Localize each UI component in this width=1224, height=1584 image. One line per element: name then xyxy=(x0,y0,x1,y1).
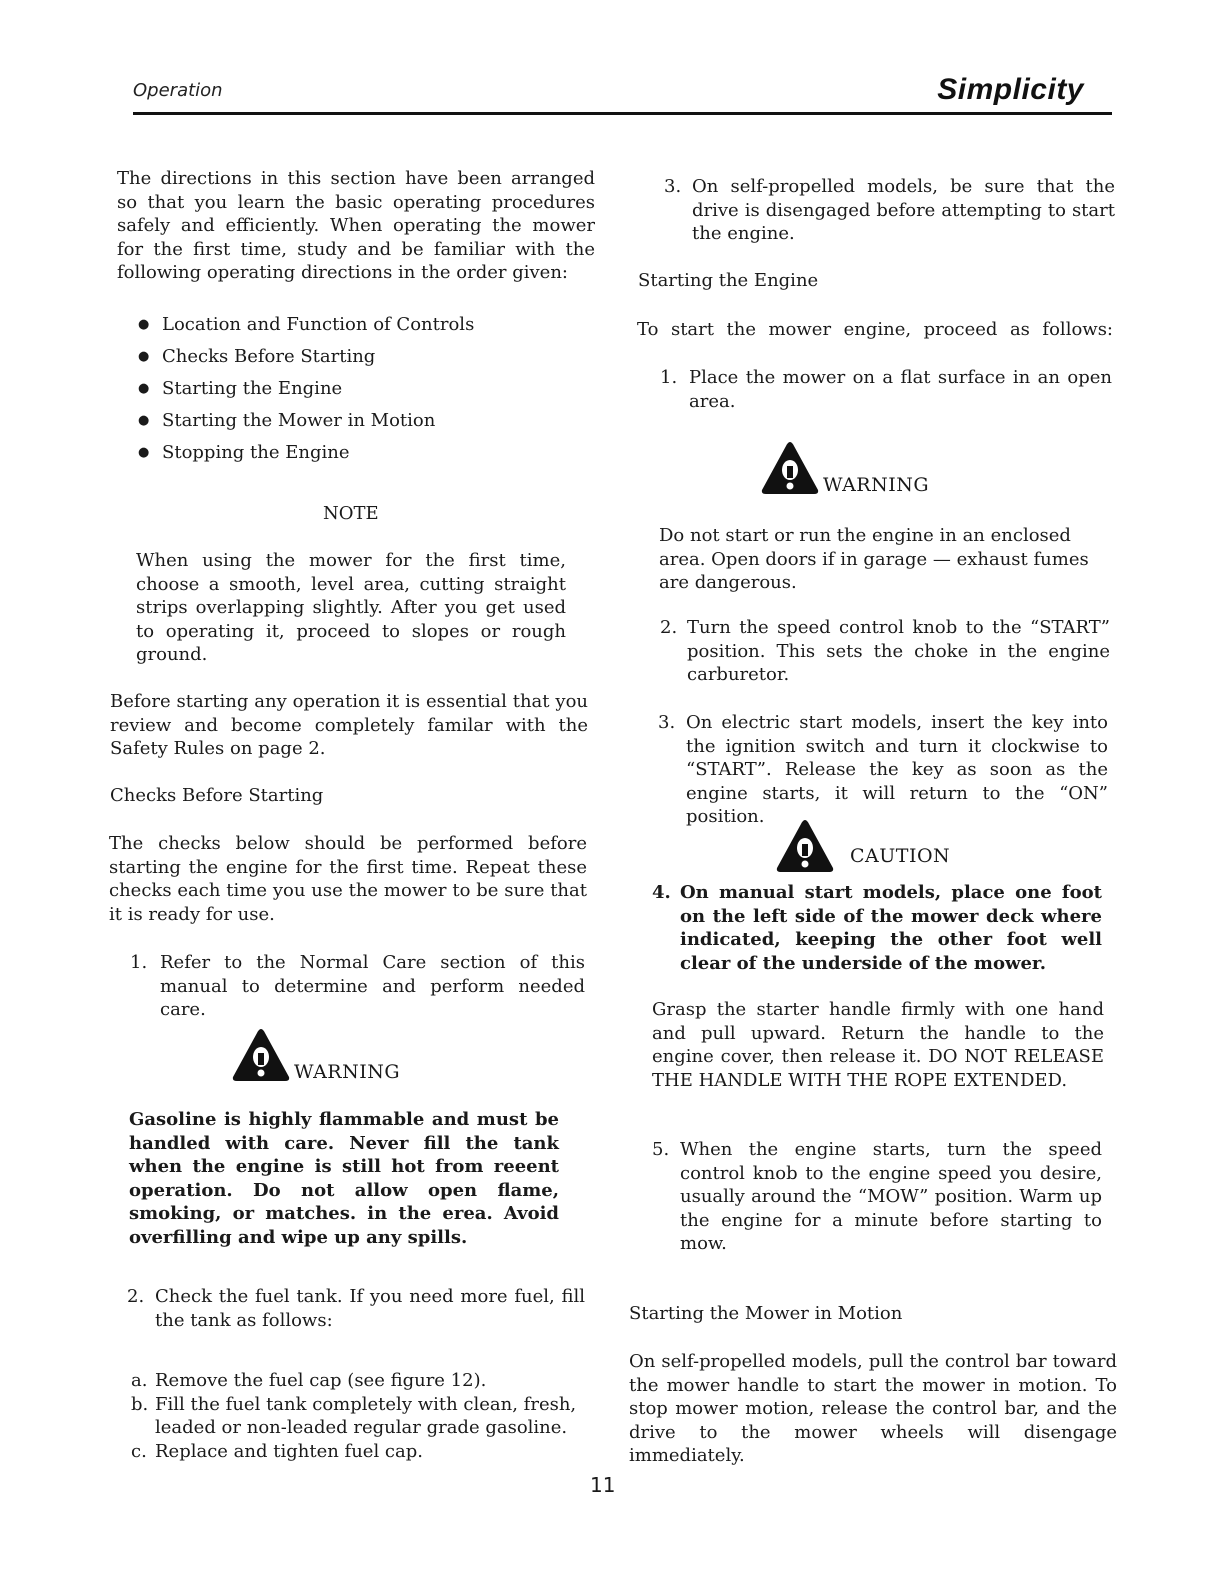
safety-rules-paragraph: Before starting any operation it is essential that you review and become completely familar with the Safety Rules on page 2. xyxy=(110,691,588,759)
warning-notice xyxy=(230,1027,400,1083)
enclosed-area-warning: Do not start or run the engine in an enclosed area. Open doors if in garage — exhaust fumes are dangerous. xyxy=(659,525,1089,593)
list-item: ● Starting the Mower in Motion xyxy=(138,405,578,437)
warning-triangle-icon xyxy=(759,440,821,496)
brand-logo: Simplicity xyxy=(937,73,1084,106)
list-item: ● Stopping the Engine xyxy=(138,437,578,469)
starter-handle-instructions: Grasp the starter handle firmly with one hand and pull upward. Return the handle to the engine cover, then release it. DO NOT RELEASE THE HANDLE WITH THE ROPE EXTENDED. xyxy=(652,999,1104,1091)
step-number: 3. xyxy=(664,176,682,197)
step-number: 1. xyxy=(130,952,148,973)
operation-topic-list xyxy=(138,309,578,469)
section-title: Operation xyxy=(133,80,223,101)
check-step-2: Check the fuel tank. If you need more fuel, fill the tank as follows: xyxy=(155,1286,585,1331)
start-step-1: Place the mower on a flat surface in an open area. xyxy=(689,367,1112,412)
step-number: 1. xyxy=(660,367,678,388)
check-step-3: On self-propelled models, be sure that the drive is disengaged before attempting to start the engine. xyxy=(692,176,1115,244)
warning-label: WARNING xyxy=(294,1061,401,1083)
list-item xyxy=(131,1440,587,1464)
fuel-substeps xyxy=(131,1369,587,1463)
gasoline-warning-text: Gasoline is highly flammable and must be handled with care. Never fill the tank when the engine is still hot from reeent operation. Do not allow open flame, smoking, or matches. in the erea. Avoid overfilling and wipe up any spills. xyxy=(129,1109,559,1248)
step-number: 5. xyxy=(652,1139,670,1160)
substep-letter: c. xyxy=(131,1440,147,1462)
substep-text: Remove the fuel cap (see figure 12). xyxy=(155,1370,487,1391)
note-text: When using the mower for the first time, choose a smooth, level area, cutting straight strips overlapping slightly. After you get used to operating it, proceed to slopes or rough ground. xyxy=(136,550,566,665)
page-number: 11 xyxy=(590,1473,616,1497)
list-item xyxy=(131,1393,587,1440)
warning-triangle-icon xyxy=(230,1027,292,1083)
start-intro: To start the mower engine, proceed as follows: xyxy=(637,319,1113,340)
step-number: 3. xyxy=(658,712,676,733)
start-step-3: On electric start models, insert the key into the ignition switch and turn it clockwise to “START”. Release the key as soon as the engine starts, it will return to the “ON” position. xyxy=(686,712,1108,827)
list-item: ● Checks Before Starting xyxy=(138,341,578,373)
step-number: 2. xyxy=(127,1286,145,1307)
substep-text: Fill the fuel tank completely with clean, fresh, leaded or non-leaded regular grade gasoline. xyxy=(155,1393,577,1438)
substep-letter: a. xyxy=(131,1370,148,1391)
step-number: 4. xyxy=(652,882,671,903)
substep-letter: b. xyxy=(131,1393,149,1415)
warning-label: WARNING xyxy=(823,474,930,496)
caution-triangle-icon xyxy=(774,818,836,874)
note-title: NOTE xyxy=(323,503,379,524)
substep-text: Replace and tighten fuel cap. xyxy=(155,1440,423,1462)
caution-label: CAUTION xyxy=(850,845,951,867)
mower-motion-heading: Starting the Mower in Motion xyxy=(629,1303,903,1324)
checks-heading: Checks Before Starting xyxy=(110,785,324,806)
start-step-2: Turn the speed control knob to the “START” position. This sets the choke in the engine carburetor. xyxy=(687,617,1110,685)
caution-notice xyxy=(774,818,836,878)
start-step-4: On manual start models, place one foot on the left side of the mower deck where indicated, keeping the other foot well clear of the underside of the mower. xyxy=(680,882,1102,974)
intro-paragraph: The directions in this section have been arranged so that you learn the basic operating procedures safely and efficiently. When operating the mower for the first time, study and be familiar with the following operating directions in the order given: xyxy=(117,168,595,283)
starting-engine-heading: Starting the Engine xyxy=(638,270,819,291)
warning-notice xyxy=(759,440,929,496)
mower-motion-text: On self-propelled models, pull the control bar toward the mower handle to start the mower in motion. To stop mower motion, release the control bar, and the drive to the mower wheels will disengage immediately. xyxy=(629,1351,1117,1466)
start-step-5: When the engine starts, turn the speed control knob to the engine speed you desire, usually around the “MOW” position. Warm up the engine for a minute before starting to mow. xyxy=(680,1139,1102,1254)
checks-intro: The checks below should be performed before starting the engine for the first time. Repeat these checks each time you use the mower to be sure that it is ready for use. xyxy=(109,833,587,925)
header-rule xyxy=(133,112,1112,115)
step-number: 2. xyxy=(660,617,678,638)
list-item xyxy=(131,1369,587,1393)
list-item: ● Starting the Engine xyxy=(138,373,578,405)
check-step-1: Refer to the Normal Care section of this manual to determine and perform needed care. xyxy=(160,952,585,1020)
list-item: ● Location and Function of Controls xyxy=(138,309,578,341)
